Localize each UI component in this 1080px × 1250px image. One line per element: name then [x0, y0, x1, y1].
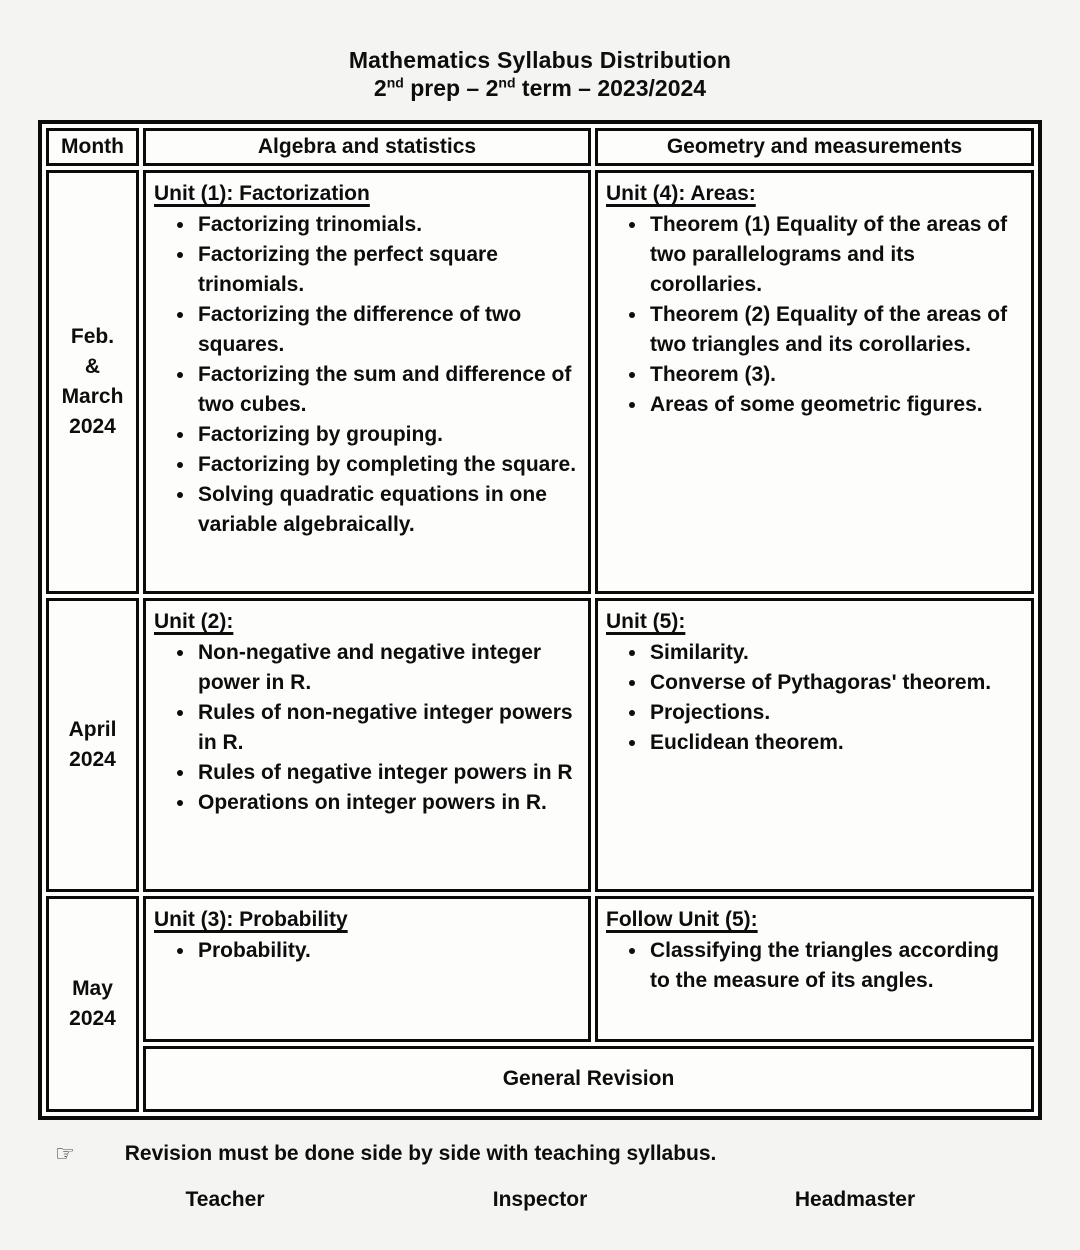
- month-line: &: [84, 355, 101, 378]
- topic-item: • Theorem (1) Equality of the areas of two parallelograms and its corollaries.: [648, 210, 1021, 300]
- revision-note: [55, 1142, 1080, 1166]
- month-cell-feb-march: [46, 170, 139, 594]
- topic-item: • Factorizing by completing the square.: [196, 450, 578, 480]
- month-line: May: [72, 977, 113, 1000]
- topic-item: • Euclidean theorem.: [648, 728, 1021, 758]
- table-row-general-revision: [46, 1046, 1034, 1112]
- topic-item: • Non-negative and negative integer power in R.: [196, 638, 578, 698]
- topic-list: [154, 638, 578, 818]
- algebra-cell-unit2: [143, 598, 591, 892]
- page-title: Mathematics Syllabus Distribution: [348, 47, 732, 73]
- unit-heading: Unit (5):: [606, 610, 686, 633]
- topic-item: • Operations on integer powers in R.: [196, 788, 578, 818]
- signature-inspector: Inspector: [492, 1188, 588, 1211]
- column-header-algebra: Algebra and statistics: [143, 128, 591, 166]
- topic-item: • Rules of non-negative integer powers in R.: [196, 698, 578, 758]
- topic-list: [154, 210, 578, 540]
- unit-heading: Unit (2):: [154, 610, 234, 633]
- unit-heading: Follow Unit (5):: [606, 908, 758, 931]
- subtitle-superscript: nd: [498, 74, 516, 91]
- topic-item: • Rules of negative integer powers in R: [196, 758, 578, 788]
- topic-item: • Factorizing trinomials.: [196, 210, 578, 240]
- algebra-cell-unit3: [143, 896, 591, 1042]
- month-line: 2024: [69, 1007, 116, 1030]
- page-subtitle: [0, 74, 1080, 102]
- column-header-geometry: Geometry and measurements: [595, 128, 1034, 166]
- month-cell-april: [46, 598, 139, 892]
- unit-heading: Unit (1): Factorization: [154, 182, 370, 205]
- topic-item: • Factorizing the sum and difference of two cubes.: [196, 360, 578, 420]
- topic-list: [606, 638, 1021, 758]
- general-revision-cell: General Revision: [143, 1046, 1034, 1112]
- month-line: 2024: [69, 748, 116, 771]
- algebra-cell-unit1: [143, 170, 591, 594]
- topic-item: • Similarity.: [648, 638, 1021, 668]
- subtitle-text: term – 2023/2024: [515, 75, 707, 101]
- unit-heading: Unit (3): Probability: [154, 908, 348, 931]
- month-line: April: [68, 718, 117, 741]
- topic-item: • Converse of Pythagoras' theorem.: [648, 668, 1021, 698]
- topic-item: • Factorizing the difference of two squares.: [196, 300, 578, 360]
- topic-item: • Probability.: [196, 936, 578, 966]
- revision-note-text: Revision must be done side by side with teaching syllabus.: [124, 1142, 717, 1165]
- subtitle-superscript: nd: [386, 74, 404, 91]
- month-line: 2024: [69, 415, 116, 438]
- table-row-april: [46, 598, 1034, 892]
- geometry-cell-unit5: [595, 598, 1034, 892]
- geometry-cell-follow-unit5: [595, 896, 1034, 1042]
- topic-item: • Factorizing the perfect square trinomials.: [196, 240, 578, 300]
- topic-list: [154, 936, 578, 966]
- topic-item: • Theorem (2) Equality of the areas of two triangles and its corollaries.: [648, 300, 1021, 360]
- topic-item: • Factorizing by grouping.: [196, 420, 578, 450]
- topic-item: • Classifying the triangles according to the measure of its angles.: [648, 936, 1021, 996]
- topic-item: • Solving quadratic equations in one variable algebraically.: [196, 480, 578, 540]
- topic-list: [606, 936, 1021, 996]
- signature-row: [0, 1188, 1080, 1218]
- topic-item: • Projections.: [648, 698, 1021, 728]
- table-row-may: [46, 896, 1034, 1042]
- unit-heading: Unit (4): Areas:: [606, 182, 756, 205]
- topic-list: [606, 210, 1021, 420]
- subtitle-text: 2: [373, 75, 387, 101]
- column-header-month: Month: [46, 128, 139, 166]
- month-cell-may: [46, 896, 139, 1112]
- month-line: Feb.: [70, 325, 115, 348]
- header-row: [46, 128, 1034, 166]
- table-row-feb-march: [46, 170, 1034, 594]
- geometry-cell-unit4: [595, 170, 1034, 594]
- syllabus-table: [38, 120, 1042, 1120]
- topic-item: • Areas of some geometric figures.: [648, 390, 1021, 420]
- month-line: March: [61, 385, 124, 408]
- signature-headmaster: Headmaster: [794, 1188, 916, 1211]
- signature-teacher: Teacher: [185, 1188, 265, 1211]
- document-header: [0, 46, 1080, 102]
- subtitle-text: prep – 2: [403, 75, 499, 101]
- pointing-hand-icon: ☞: [55, 1141, 75, 1166]
- topic-item: • Theorem (3).: [648, 360, 1021, 390]
